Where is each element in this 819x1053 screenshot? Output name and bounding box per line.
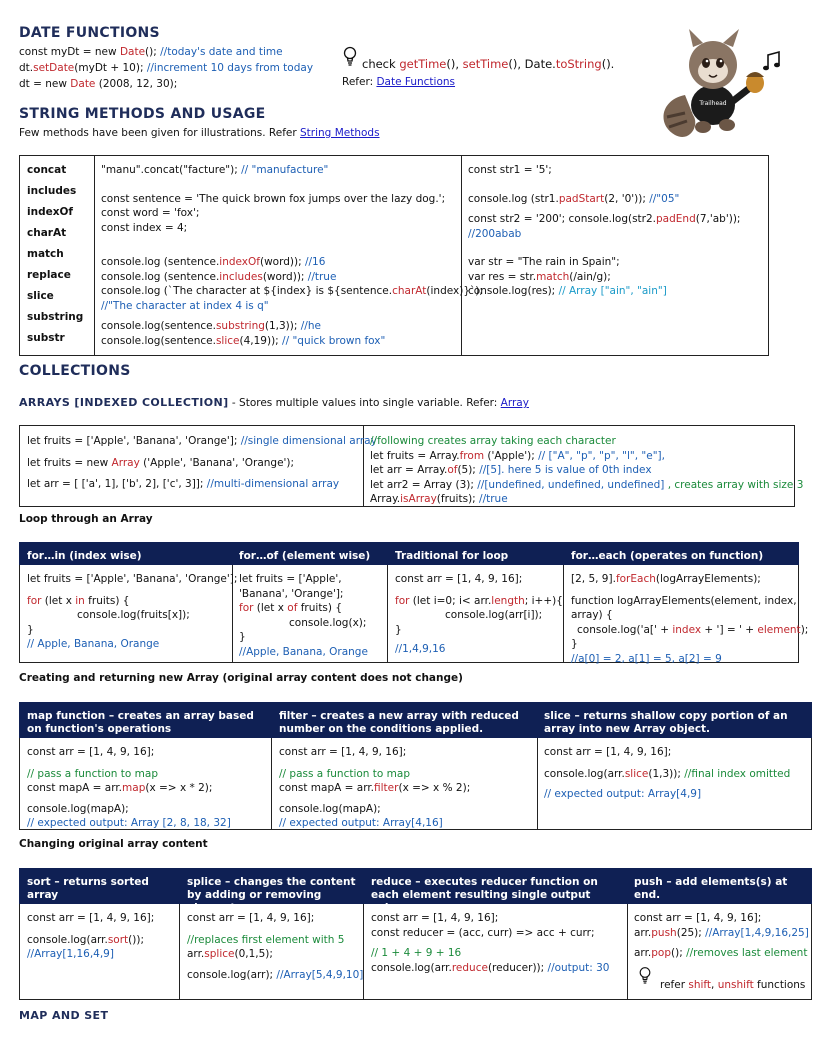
string-examples-middle: "manu".concat("facture"); // "manufacture" const sentence = 'The quick brown fox jumps over the lazy dog.'; const word = 'fox'; const index = 4; console.log (sentence.indexOf(word)); //16 console.log (sentence.includes(word)); //true console.log (`The character at ${index} is ${sentence.charAt(index)}`); //"The character at index 4 is q" console.log(sentence.substring(1,3)); //he console.log(sentence.slice(4,19)); // "quick brown fox": [101, 164, 483, 347]
header-map: map function – creates an array based on function's operations: [27, 710, 254, 735]
loop-title: Loop through an Array: [19, 513, 153, 525]
string-methods-link[interactable]: String Methods: [300, 127, 380, 139]
map-and-set-title: MAP AND SET: [19, 1009, 109, 1022]
reduce-cell: const arr = [1, 4, 9, 16]; const reducer = (acc, curr) => acc + curr; // 1 + 4 + 9 + 16 console.log(arr.reduce(reducer)); //output: 30: [371, 912, 610, 974]
lightbulb-icon: [638, 966, 652, 986]
string-methods-title: STRING METHODS AND USAGE: [19, 106, 266, 122]
keyword-slice: slice: [27, 290, 54, 302]
date-line-3: dt = new Date (2008, 12, 30);: [19, 78, 178, 90]
splice-cell: const arr = [1, 4, 9, 16]; //replaces first element with 5 arr.splice(0,1,5); console.log(arr); //Array[5,4,9,10]: [187, 912, 364, 981]
date-refer: Refer: Date Functions: [342, 76, 456, 88]
string-examples-right: const str1 = '5'; console.log (str1.padStart(2, '0')); //"05" const str2 = '200'; console.log(str2.padEnd(7,'ab')); //200abab var str = "The rain in Spain"; var res = str.match(/ain/g); console.log(res); // Array ["ain", "ain"]: [468, 164, 741, 297]
changing-title: Changing original array content: [19, 838, 208, 850]
header-traditional-for: Traditional for loop: [395, 550, 509, 562]
keyword-substr: substr: [27, 332, 65, 344]
date-functions-link[interactable]: Date Functions: [376, 76, 456, 88]
slice-cell: const arr = [1, 4, 9, 16]; console.log(arr.slice(1,3)); //final index omitted // expected output: Array[4,9]: [544, 746, 791, 800]
creating-title: Creating and returning new Array (original array content does not change): [19, 672, 463, 684]
header-for-each: for…each (operates on function): [571, 550, 764, 562]
array-link[interactable]: Array: [500, 397, 529, 409]
header-for-of: for…of (element wise): [239, 550, 371, 562]
header-for-in: for…in (index wise): [27, 550, 142, 562]
arrays-heading: ARRAYS [INDEXED COLLECTION] - Stores multiple values into single variable. Refer: Array: [19, 396, 529, 409]
keyword-substring: substring: [27, 311, 84, 323]
push-refer-note: refer shift, unshift functions: [660, 979, 806, 991]
push-cell: const arr = [1, 4, 9, 16]; arr.push(25); //Array[1,4,9,16,25] arr.pop(); //removes last element: [634, 912, 809, 959]
date-check-methods: check getTime(), setTime(), Date.toString().: [362, 57, 615, 71]
date-line-1: const myDt = new Date(); //today's date and time: [19, 46, 283, 58]
map-cell: const arr = [1, 4, 9, 16]; // pass a function to map const mapA = arr.map(x => x * 2); console.log(mapA); // expected output: Array [2, 8, 18, 32]: [27, 746, 231, 829]
header-slice: slice – returns shallow copy portion of an array into new Array object.: [544, 710, 788, 735]
array-creation-left: let fruits = ['Apple', 'Banana', 'Orange']; //single dimensional array let fruits = new Array ('Apple', 'Banana', 'Orange'); let arr = [ ['a', 1], ['b', 2], ['c', 3]]; //multi-dimensional array: [27, 435, 377, 490]
array-creation-right: //following creates array taking each character let fruits = Array.from ('Apple'); // ["A", "p", "p", "l", "e"], let arr = Array.of(5); //[5]. here 5 is value of 0th index let arr2 = Array (3); //[undefined, undefined, undefined] , creates array with size 3 Array.isArray(fruits); //true: [370, 435, 804, 505]
keyword-concat: concat: [27, 164, 67, 176]
collections-title: COLLECTIONS: [19, 363, 131, 379]
keyword-match: match: [27, 248, 64, 260]
header-splice: splice – changes the content by adding or removing elements: [187, 876, 356, 914]
header-reduce: reduce – executes reducer function on each element resulting single output value.: [371, 876, 598, 914]
keyword-includes: includes: [27, 185, 77, 197]
header-filter: filter – creates a new array with reduced number on the conditions applied.: [279, 710, 519, 735]
keyword-indexof: indexOf: [27, 206, 73, 218]
mascot-illustration: [655, 25, 790, 145]
date-line-2: dt.setDate(myDt + 10); //increment 10 days from today: [19, 62, 314, 74]
header-push: push – add elements(s) at end.: [634, 876, 788, 901]
loop-for-in-cell: let fruits = ['Apple', 'Banana', 'Orange']; for (let x in fruits) { console.log(fruits[x]); } // Apple, Banana, Orange: [27, 573, 238, 650]
string-methods-subtitle: Few methods have been given for illustrations. Refer String Methods: [19, 127, 380, 139]
svg-text:Trailhead: Trailhead: [699, 100, 727, 107]
keyword-replace: replace: [27, 269, 71, 281]
sort-cell: const arr = [1, 4, 9, 16]; console.log(arr.sort()); //Array[1,16,4,9]: [27, 912, 155, 960]
filter-cell: const arr = [1, 4, 9, 16]; // pass a function to map const mapA = arr.filter(x => x % 2); console.log(mapA); // expected output: Array[4,16]: [279, 746, 471, 829]
string-keywords-list: [27, 160, 83, 349]
loop-for-of-cell: let fruits = ['Apple', 'Banana', 'Orange']; for (let x of fruits) { console.log(x); } //Apple, Banana, Orange: [239, 573, 368, 658]
header-sort: sort – returns sorted array: [27, 876, 149, 901]
loop-for-each-cell: [2, 5, 9].forEach(logArrayElements); function logArrayElements(element, index, array) { console.log('a[' + index + '] = ' + element); } //a[0] = 2, a[1] = 5, a[2] = 9: [571, 573, 809, 665]
loop-traditional-cell: const arr = [1, 4, 9, 16]; for (let i=0; i< arr.length; i++){ console.log(arr[i]); } //1,4,9,16: [395, 573, 563, 655]
keyword-charat: charAt: [27, 227, 67, 239]
lightbulb-icon: [342, 46, 358, 68]
date-functions-title: DATE FUNCTIONS: [19, 25, 160, 41]
